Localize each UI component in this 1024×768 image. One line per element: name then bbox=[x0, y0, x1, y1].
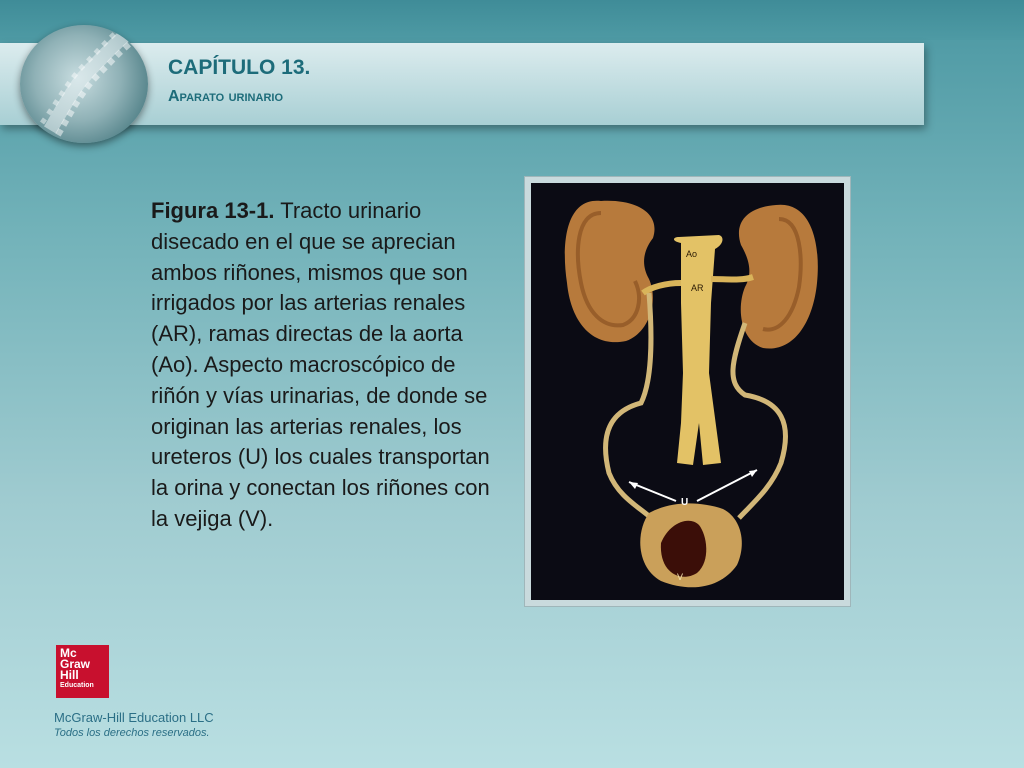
figure-frame bbox=[524, 176, 851, 607]
footer-rights: Todos los derechos reservados. bbox=[54, 727, 210, 739]
footer-company: McGraw-Hill Education LLC bbox=[54, 710, 214, 725]
chapter-title: CAPÍTULO 13. bbox=[168, 56, 311, 79]
top-band bbox=[0, 0, 1024, 40]
logo-word-3: Hill bbox=[60, 668, 79, 682]
chapter-subtitle: Aparato urinario bbox=[168, 88, 283, 105]
dna-emblem-icon bbox=[20, 25, 148, 143]
label-bladder: V bbox=[677, 572, 684, 582]
logo-sub: Education bbox=[60, 682, 94, 689]
urinary-tract-photo bbox=[531, 183, 844, 600]
mcgraw-hill-logo bbox=[56, 645, 109, 698]
logo-word-2: Graw bbox=[60, 657, 91, 671]
label-ureters: U bbox=[681, 497, 689, 508]
logo-word-1: Mc bbox=[60, 646, 77, 660]
label-aorta: Ao bbox=[686, 249, 698, 259]
figure-caption-text: Tracto urinario disecado en el que se aprecian ambos riñones, mismos que son irrigados por las arterias renales (AR), ramas directas de la aorta (Ao). Aspecto macroscópico de riñón y vías urinarias, de donde se originan las arterias renales, los ureteros (U) los cuales transportan la orina y conectan los riñones con la vejiga (V). bbox=[151, 198, 490, 531]
figure-label: Figura 13-1. bbox=[151, 198, 275, 223]
figure-caption bbox=[151, 196, 496, 535]
label-renal-arteries: AR bbox=[691, 283, 704, 293]
